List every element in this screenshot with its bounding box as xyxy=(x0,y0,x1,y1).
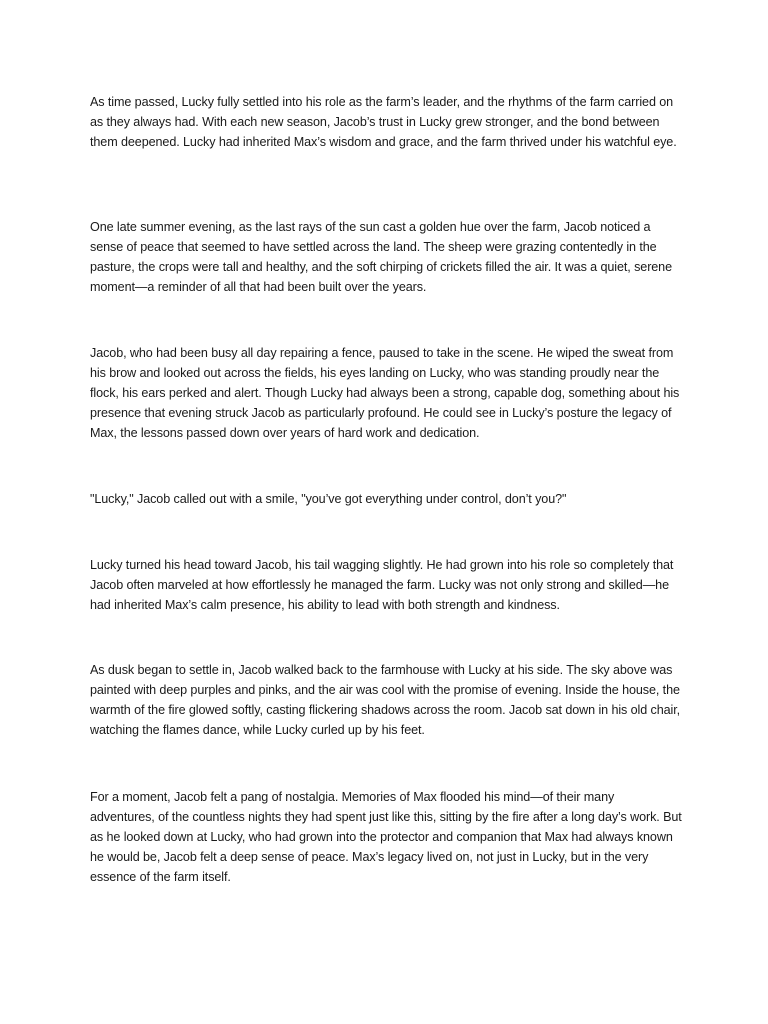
paragraph-1: As time passed, Lucky fully settled into his role as the farm’s leader, and the rhythms of the farm carried on as they always had. With each new season, Jacob’s trust in Lucky grew stronger, and the bond between them deepened. Lucky had inherited Max’s wisdom and grace, and the farm thrived under his watchful eye. xyxy=(90,95,677,149)
paragraph-6: As dusk began to settle in, Jacob walked back to the farmhouse with Lucky at his side. The sky above was painted with deep purples and pinks, and the air was cool with the promise of evening. Inside the house, the warmth of the fire glowed softly, casting flickering shadows across the room. Jacob sat down in his old chair, watching the flames dance, while Lucky curled up by his feet. xyxy=(90,663,681,737)
paragraph-5: Lucky turned his head toward Jacob, his tail wagging slightly. He had grown into his role so completely that Jacob often marveled at how effortlessly he managed the farm. Lucky was not only strong and skilled—he had inherited Max’s calm presence, his ability to lead with both strength and kindness. xyxy=(90,558,674,612)
paragraph-2: One late summer evening, as the last rays of the sun cast a golden hue over the farm, Jacob noticed a sense of peace that seemed to have settled across the land. The sheep were grazing contentedly in the pasture, the crops were tall and healthy, and the soft chirping of crickets filled the air. It was a quiet, serene moment—a reminder of all that had been built over the years. xyxy=(90,220,672,294)
paragraph-4: "Lucky," Jacob called out with a smile, "you’ve got everything under control, don’t you?" xyxy=(90,492,567,506)
paragraph-3: Jacob, who had been busy all day repairing a fence, paused to take in the scene. He wiped the sweat from his brow and looked out across the fields, his eyes landing on Lucky, who was standing proudly near the flock, his ears perked and alert. Though Lucky had always been a strong, capable dog, something about his presence that evening struck Jacob as particularly profound. He could see in Lucky’s posture the legacy of Max, the lessons passed down over years of hard work and dedication. xyxy=(90,346,680,440)
paragraph-7: For a moment, Jacob felt a pang of nostalgia. Memories of Max flooded his mind—of their many adventures, of the countless nights they had spent just like this, sitting by the fire after a long day’s work. But as he looked down at Lucky, who had grown into the protector and companion that Max had always known he would be, Jacob felt a deep sense of peace. Max’s legacy lived on, not just in Lucky, but in the very essence of the farm itself. xyxy=(90,790,682,884)
